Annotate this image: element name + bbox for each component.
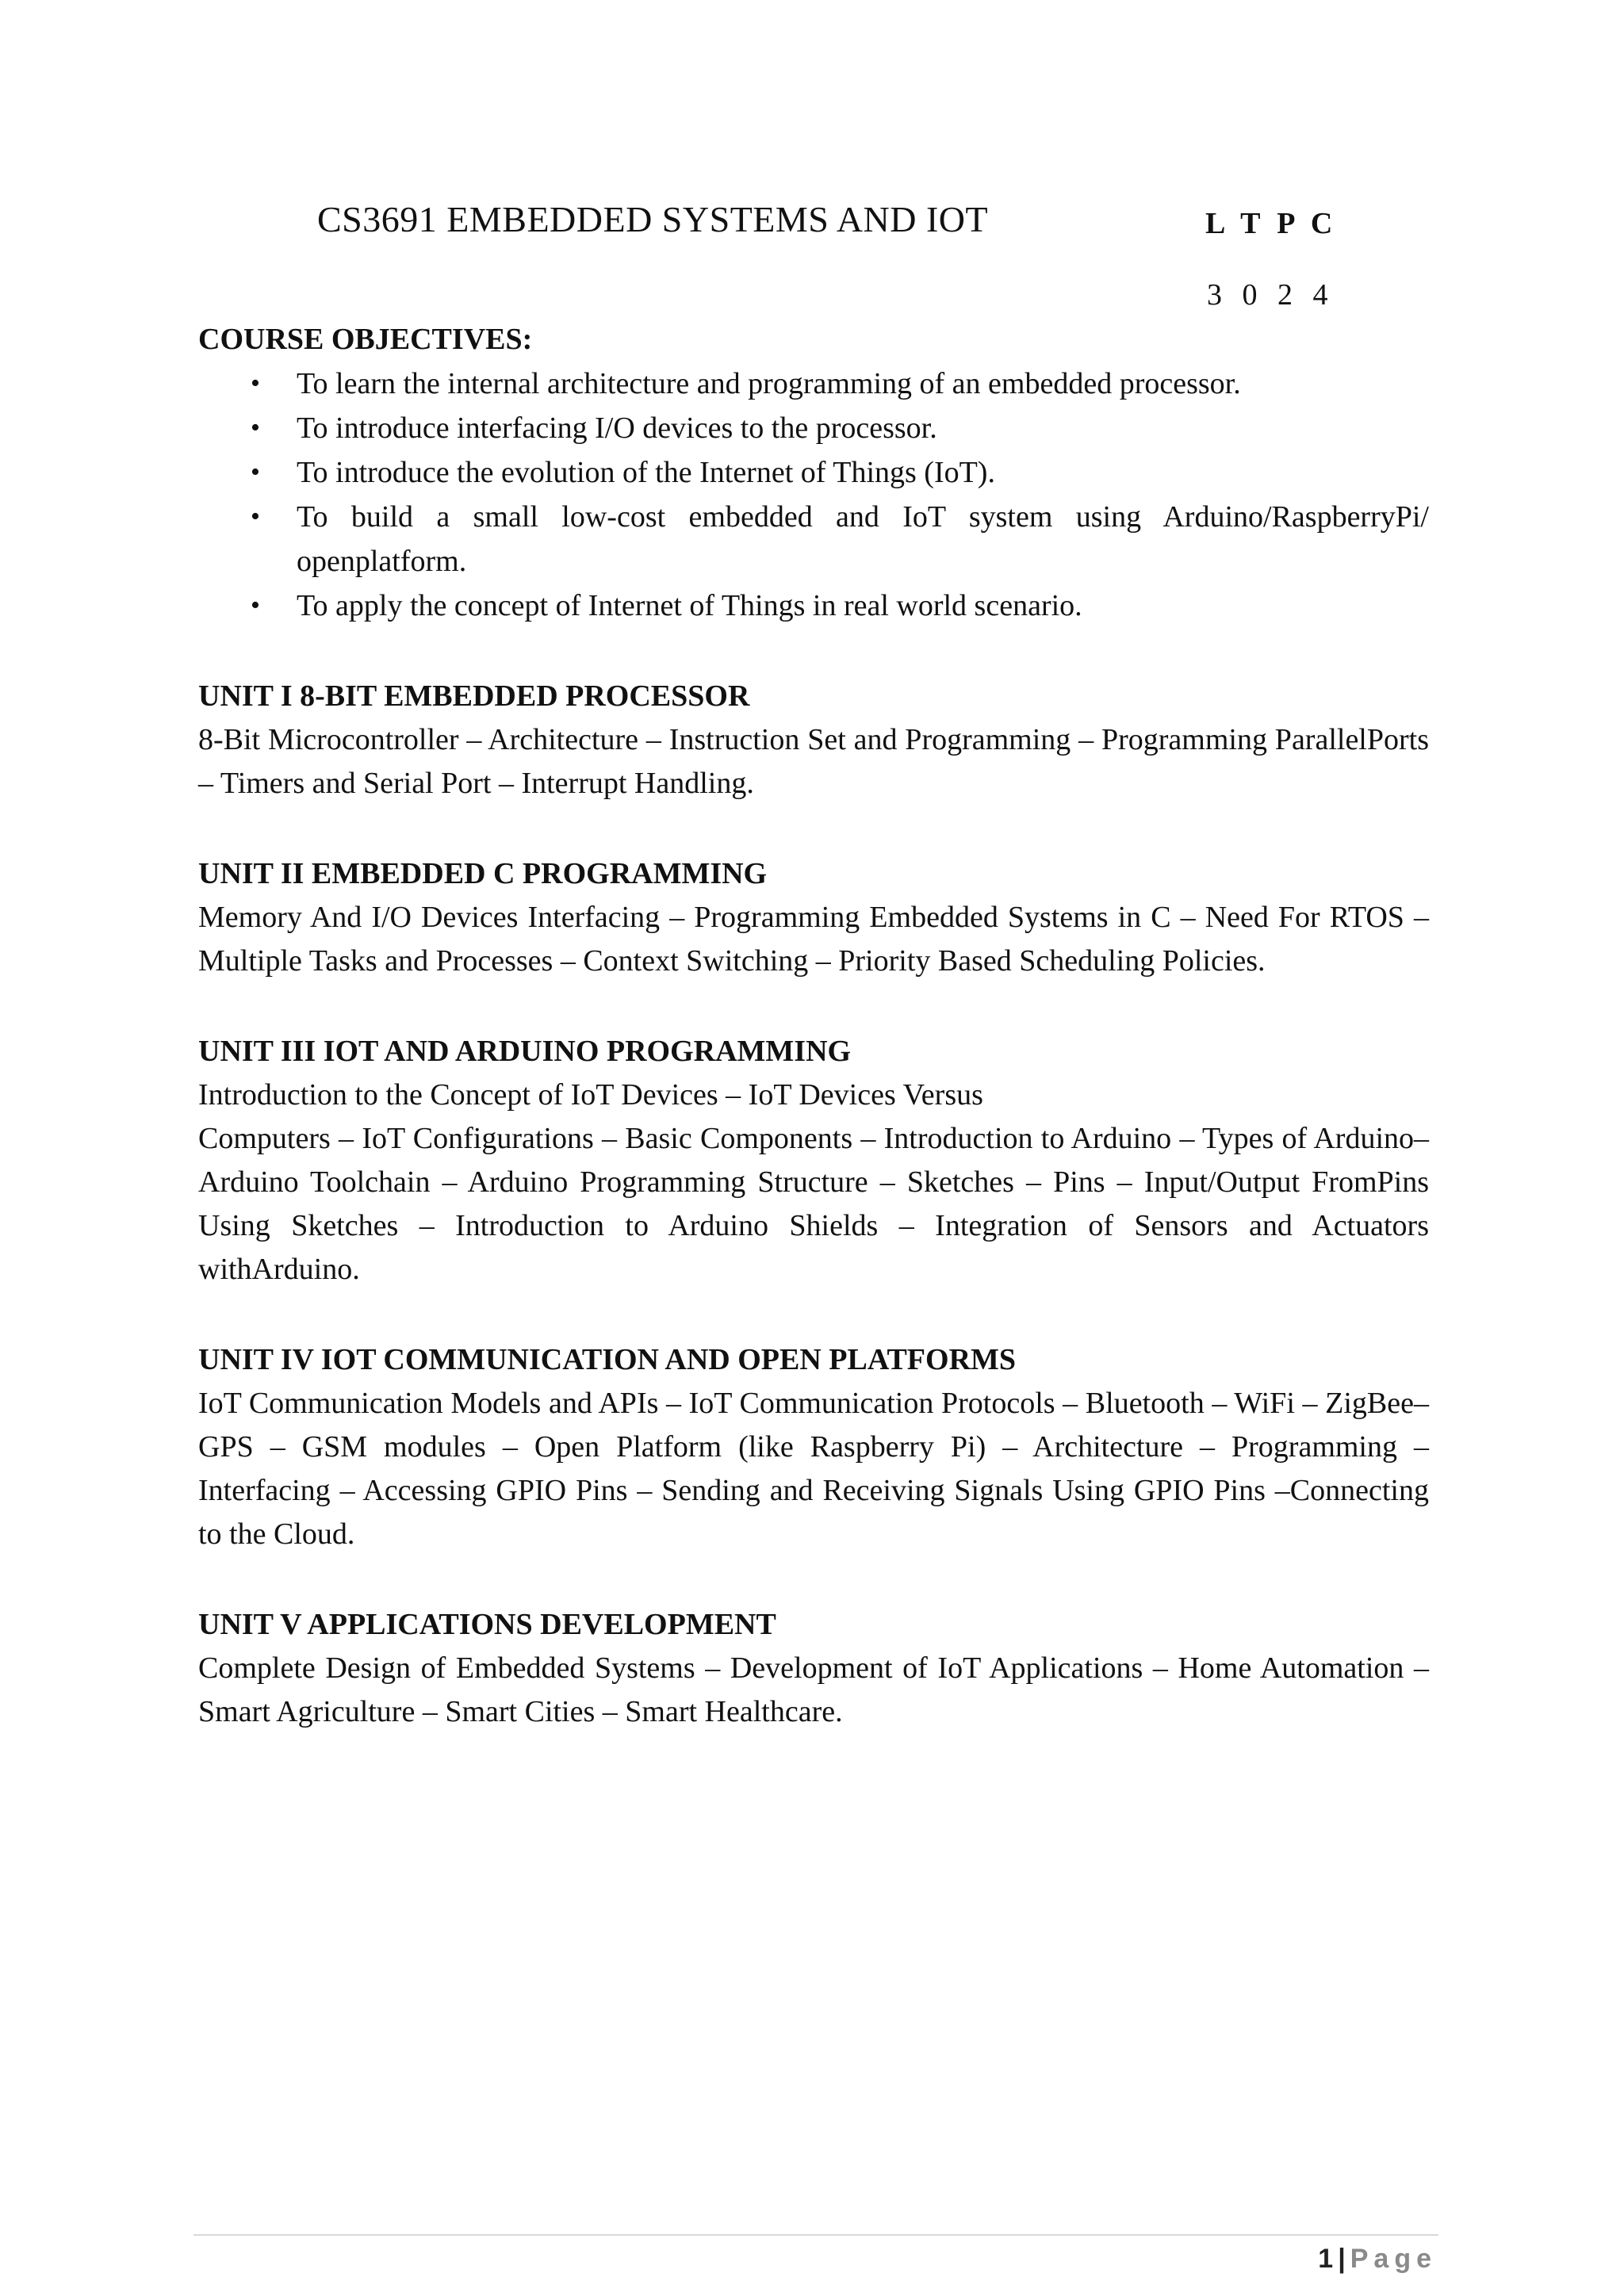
course-header [0, 198, 1624, 254]
page-footer [1318, 2244, 1437, 2275]
ltpc-label: L T P C [1205, 207, 1338, 240]
list-item [198, 495, 1429, 584]
unit-description: Complete Design of Embedded Systems – Development of IoT Applications – Home Automation –Smart Agriculture – Smart Cities – Smart Healthcare. [198, 1651, 1429, 1728]
page-separator: | [1338, 2244, 1346, 2274]
list-item [198, 584, 1429, 628]
unit-title: UNIT III IOT AND ARDUINO PROGRAMMING [198, 1035, 852, 1068]
bullet-icon: • [251, 369, 260, 398]
bullet-icon: • [251, 502, 260, 531]
unit-description: Computers – IoT Configurations – Basic Components – Introduction to Arduino – Types of Arduino– Arduino Toolchain – Arduino Programming Structure – Sketches – Pins – Input/Output FromPins Using Sketches – Introduction to Arduino Shields – Integration of Sensors and Actuators withArduino. [198, 1122, 1429, 1286]
objectives-list [198, 362, 1429, 628]
objective-text: To introduce interfacing I/O devices to the processor. [297, 411, 937, 445]
unit-1 [198, 674, 1429, 806]
page-label: Page [1350, 2244, 1437, 2274]
unit-description: Memory And I/O Devices Interfacing – Programming Embedded Systems in C – Need For RTOS –Multiple Tasks and Processes – Context Switching – Priority Based Scheduling Policies. [198, 901, 1429, 978]
objective-text: To apply the concept of Internet of Things in real world scenario. [297, 589, 1082, 622]
unit-title: UNIT II EMBEDDED C PROGRAMMING [198, 857, 768, 890]
unit-title: UNIT V APPLICATIONS DEVELOPMENT [198, 1608, 776, 1641]
unit-description: 8-Bit Microcontroller – Architecture – Instruction Set and Programming – Programming ParallelPorts – Timers and Serial Port – Interrupt Handling. [198, 723, 1429, 800]
syllabus-content [198, 317, 1429, 1734]
course-objectives [198, 317, 1429, 628]
list-item [198, 450, 1429, 495]
list-item [198, 406, 1429, 450]
ltpc-values: 3 0 2 4 [1207, 278, 1335, 312]
bullet-icon: • [251, 591, 260, 620]
unit-2 [198, 851, 1429, 983]
unit-5 [198, 1602, 1429, 1734]
bullet-icon: • [251, 457, 260, 487]
unit-description-line: Introduction to the Concept of IoT Devices – IoT Devices Versus [198, 1078, 983, 1112]
course-title: CS3691 EMBEDDED SYSTEMS AND IOT [317, 199, 989, 239]
bullet-icon: • [251, 413, 260, 442]
unit-3 [198, 1029, 1429, 1292]
footer-divider [193, 2234, 1438, 2236]
objective-text: To build a small low-cost embedded and IoT system using Arduino/RaspberryPi/ openplatform. [297, 500, 1429, 578]
unit-description: IoT Communication Models and APIs – IoT Communication Protocols – Bluetooth – WiFi – ZigBee– GPS – GSM modules – Open Platform (like Raspberry Pi) – Architecture – Programming –Interfacing – Accessing GPIO Pins – Sending and Receiving Signals Using GPIO Pins –Connecting to the Cloud. [198, 1387, 1429, 1551]
list-item [198, 362, 1429, 406]
objective-text: To learn the internal architecture and programming of an embedded processor. [297, 367, 1241, 400]
page-number: 1 [1318, 2244, 1334, 2274]
objective-text: To introduce the evolution of the Internet of Things (IoT). [297, 456, 995, 489]
objectives-heading: COURSE OBJECTIVES: [198, 323, 533, 356]
unit-title: UNIT IV IOT COMMUNICATION AND OPEN PLATFORMS [198, 1343, 1017, 1376]
unit-title: UNIT I 8-BIT EMBEDDED PROCESSOR [198, 679, 750, 713]
unit-4 [198, 1337, 1429, 1556]
